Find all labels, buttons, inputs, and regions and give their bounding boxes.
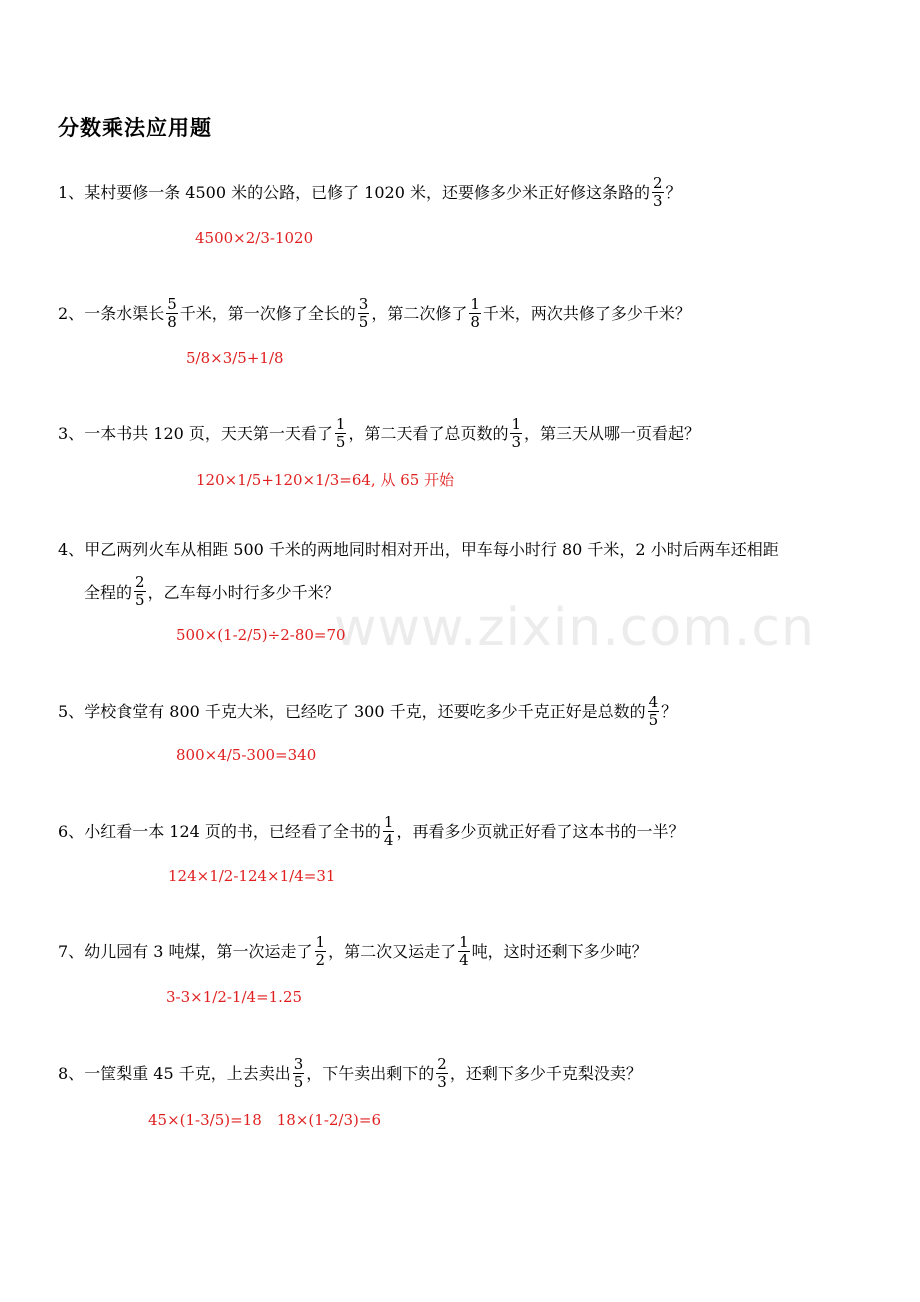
denominator: 3 — [652, 192, 663, 210]
denominator: 3 — [437, 1073, 447, 1091]
question-text: 全程的 — [84, 583, 133, 602]
question-text: ，第二次又运走了 — [328, 941, 457, 961]
answer-4: 500×(1-2/5)÷2-80=70 — [176, 626, 346, 644]
page-title: 分数乘法应用题 — [58, 116, 212, 140]
question-4-line-2 — [84, 574, 340, 609]
fraction — [652, 175, 664, 210]
question-text: ？ — [661, 701, 678, 721]
fraction — [510, 416, 522, 451]
question-text: ，再看多少页就正好看了这本书的一半？ — [396, 821, 685, 841]
question-8 — [58, 1056, 642, 1091]
question-number: 7、 — [58, 941, 85, 961]
numerator: 5 — [167, 295, 177, 313]
numerator: 3 — [293, 1055, 304, 1073]
denominator: 5 — [358, 313, 369, 331]
fraction — [166, 296, 178, 331]
denominator: 5 — [293, 1073, 304, 1091]
numerator: 3 — [358, 295, 369, 313]
question-text: 某村要修一条 4500 米的公路，已修了 1020 米，还要修多少米正好修这条路的 — [84, 182, 650, 202]
watermark: www.zixin.com.cn — [334, 598, 815, 658]
question-5 — [58, 694, 677, 729]
numerator: 1 — [470, 295, 480, 313]
fraction — [315, 934, 327, 969]
answer-3: 120×1/5+120×1/3=64, 从 65 开始 — [196, 471, 455, 489]
question-number: 5、 — [58, 701, 85, 721]
numerator: 4 — [648, 693, 659, 711]
question-text: 小红看一本 124 页的书，已经看了全书的 — [84, 821, 381, 841]
fraction — [436, 1056, 448, 1091]
denominator: 5 — [335, 433, 346, 451]
fraction — [383, 814, 395, 849]
fraction — [358, 296, 370, 331]
question-text: ，乙车每小时行多少千米？ — [147, 583, 340, 602]
question-number: 6、 — [58, 821, 85, 841]
denominator: 4 — [459, 951, 469, 969]
question-text: 一条水渠长 — [84, 303, 165, 323]
question-text: 幼儿园有 3 吨煤，第一次运走了 — [84, 941, 313, 961]
question-text: ，第二天看了总页数的 — [348, 423, 509, 443]
question-text: 千米，两次共修了多少千米？ — [482, 303, 691, 323]
question-text: ？ — [665, 182, 682, 202]
denominator: 8 — [470, 313, 480, 331]
question-1 — [58, 175, 682, 210]
numerator: 2 — [135, 573, 145, 591]
question-number: 1、 — [58, 182, 85, 202]
question-3 — [58, 416, 700, 451]
question-7 — [58, 934, 648, 969]
numerator: 1 — [335, 415, 346, 433]
question-2 — [58, 296, 691, 331]
denominator: 8 — [167, 313, 177, 331]
question-text: 一筐梨重 45 千克，上去卖出 — [84, 1063, 291, 1083]
denominator: 4 — [383, 831, 394, 849]
answer-5: 800×4/5-300=340 — [176, 746, 317, 764]
question-text: ，还剩下多少千克梨没卖？ — [449, 1063, 642, 1083]
question-text: 学校食堂有 800 千克大米，已经吃了 300 千克，还要吃多少千克正好是总数的 — [84, 701, 646, 721]
question-4 — [58, 541, 779, 559]
fraction — [293, 1056, 305, 1091]
answer-2: 5/8×3/5+1/8 — [186, 349, 284, 367]
question-text: 吨，这时还剩下多少吨？ — [471, 941, 648, 961]
question-text: ，第三天从哪一页看起？ — [524, 423, 701, 443]
numerator: 1 — [315, 933, 326, 951]
question-number: 4、 — [58, 540, 85, 559]
denominator: 5 — [135, 591, 145, 609]
fraction — [469, 296, 481, 331]
fraction — [458, 934, 470, 969]
question-text: 一本书共 120 页，天天第一天看了 — [84, 423, 333, 443]
numerator: 1 — [459, 933, 469, 951]
answer-1: 4500×2/3-1020 — [195, 229, 314, 247]
answer-8: 45×(1-3/5)=18 18×(1-2/3)=6 — [148, 1111, 381, 1129]
fraction — [134, 574, 146, 609]
question-number: 2、 — [58, 303, 85, 323]
denominator: 5 — [648, 711, 659, 729]
question-6 — [58, 814, 684, 849]
numerator: 1 — [511, 415, 522, 433]
denominator: 2 — [315, 951, 326, 969]
answer-7: 3-3×1/2-1/4=1.25 — [166, 988, 303, 1006]
question-text: ，第二次修了 — [371, 303, 468, 323]
numerator: 2 — [652, 174, 663, 192]
answer-6: 124×1/2-124×1/4=31 — [168, 867, 336, 885]
numerator: 1 — [383, 813, 394, 831]
numerator: 2 — [437, 1055, 447, 1073]
question-text: ，下午卖出剩下的 — [306, 1063, 435, 1083]
fraction — [648, 694, 660, 729]
question-number: 3、 — [58, 423, 85, 443]
question-text: 甲乙两列火车从相距 500 千米的两地同时相对开出，甲车每小时行 80 千米，2 小时后两车还相距 — [84, 540, 779, 559]
fraction — [335, 416, 347, 451]
question-number: 8、 — [58, 1063, 85, 1083]
denominator: 3 — [511, 433, 522, 451]
question-text: 千米，第一次修了全长的 — [179, 303, 356, 323]
